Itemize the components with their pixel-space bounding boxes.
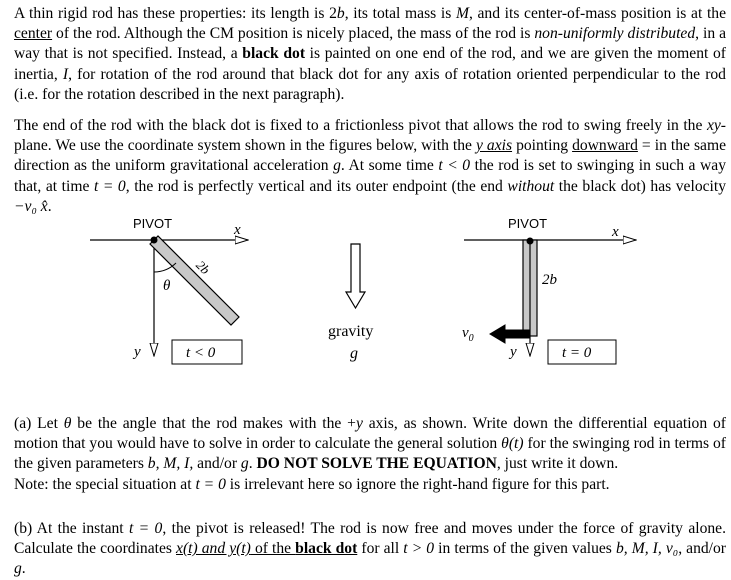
right-pivot-label: PIVOT	[508, 216, 548, 231]
gravity-arrow-icon	[346, 244, 365, 308]
left-pivot-label: PIVOT	[133, 216, 173, 231]
y-axis-underlined: y axis	[475, 137, 513, 155]
black-dot-bold-b: black dot	[295, 540, 358, 558]
gravity-label: gravity	[328, 323, 374, 340]
left-x-label: x	[234, 222, 241, 238]
center-underlined: center	[14, 25, 53, 43]
left-time-label: t < 0	[186, 345, 216, 361]
black-dot-bold: black dot	[242, 45, 306, 63]
paragraph-2: The end of the rod with the black dot is fixed to a frictionless pivot that allows the rod to swing freely in the xy-plane. We use the coordinate system shown in the figures below, with the y axis pointing downward = in the same direction as the uniform gravitational acceleration g. At some time t < 0 the rod is set to swinging in such a way that, at time t = 0, the rod is perfectly vertical and its outer endpoint (the end without the black dot) has velocity −v₀ x̂.	[14, 117, 727, 215]
velocity-label: $v_0$	[462, 325, 474, 344]
part-a: (a) Let θ be the angle that the rod makes with the +y axis, as shown. Write down the differential equation of motion that you would have to solve in order to calculate the general solution θ(t) for the swinging rod in terms of the given parameters b, M, I, and/or g. DO NOT SOLVE THE EQUATION, just write it down. Note: the special situation at t = 0 is irrelevant here so ignore the right-hand figure for this part.	[14, 415, 726, 493]
right-y-label: y	[510, 344, 517, 360]
right-black-dot	[527, 238, 534, 245]
left-y-label: y	[134, 344, 141, 360]
left-rod-length: 2b	[193, 257, 213, 278]
rod-figure	[0, 206, 731, 376]
gravity-indicator	[328, 244, 373, 362]
part-b: (b) At the instant t = 0, the pivot is released! The rod is now free and moves under the force of gravity alone. Calculate the coordinates x(t) and y(t) of the black dot for all t > 0 in terms of the given values b, M, I, v₀, and/or g.	[14, 520, 726, 578]
do-not-solve-bold: DO NOT SOLVE THE EQUATION	[256, 455, 497, 473]
paragraph-1: A thin rigid rod has these properties: its length is 2b, its total mass is M, and its center-of-mass position is at the center of the rod. Although the CM position is nicely placed, the mass of the rod is non-uniformly distributed, in a way that is not specified. Instead, a black dot is painted on one end of the rod, and we are given the moment of inertia, I, for rotation of the rod around that black dot for any axis of rotation oriented perpendicular to the rod (i.e. for the rotation described in the next paragraph).	[14, 5, 726, 103]
right-time-label: t = 0	[562, 345, 592, 361]
right-figure	[462, 216, 636, 364]
downward-underlined: downward	[572, 137, 638, 155]
gravity-g-label: g	[350, 345, 358, 362]
left-black-dot	[151, 237, 158, 244]
right-rod-length: 2b	[542, 272, 557, 288]
left-figure	[90, 216, 248, 364]
coords-underlined: x(t) and y(t)	[176, 540, 251, 558]
right-x-label: x	[612, 224, 619, 240]
theta-label: θ	[163, 278, 171, 294]
